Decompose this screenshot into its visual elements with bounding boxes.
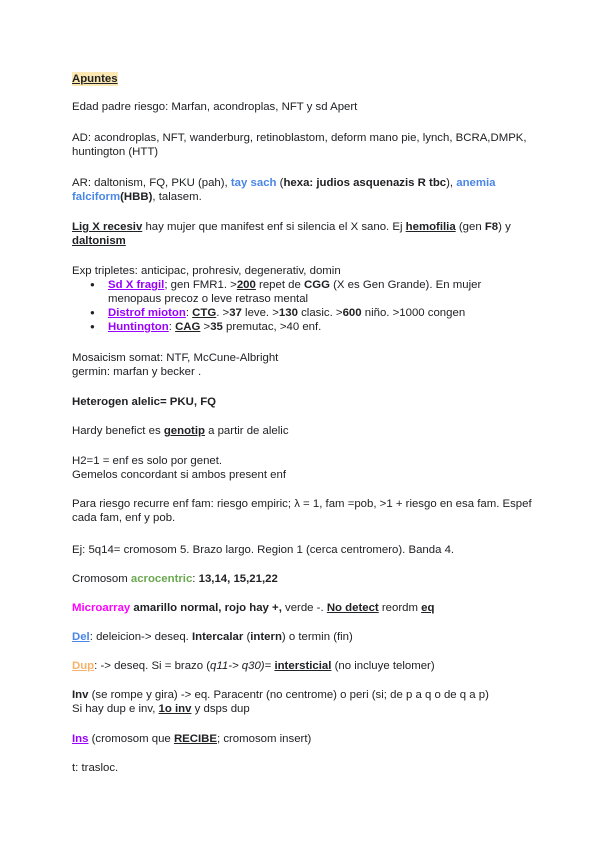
del-text-b: ( (243, 631, 251, 643)
item-text: repet de (255, 279, 304, 291)
exp-list (72, 278, 532, 334)
ar-line (72, 176, 532, 204)
micro-text-c: reordm (378, 602, 422, 614)
triplet-code: CAG (175, 321, 201, 333)
riesgo-line: Para riesgo recurre enf fam: riesgo empiric; λ = 1, fam =pob, >1 + riesgo en esa fam. Espef cada fam, enf y pob. (72, 498, 532, 524)
ar-text-b: ( (276, 177, 284, 189)
page-title: Apuntes (72, 73, 118, 85)
item-text: ; gen FMR1. > (164, 279, 237, 291)
item-number: 35 (210, 321, 223, 333)
inv-text-a: (se rompe y gira) -> eq. Paracentr (no centrome) o peri (si; de p a q o de q a p) (88, 689, 489, 701)
ar-text-d: , talasem. (152, 191, 202, 203)
tay-sach-term: tay sach (230, 177, 277, 189)
cromo-text-b: : (192, 573, 199, 585)
ins-text-a: (cromosom que (88, 733, 174, 745)
micro-text-b: verde -. (281, 602, 327, 614)
heterogen-line: Heterogen alelic= PKU, FQ (72, 396, 217, 408)
mosaic-germin-line: germin: marfan y becker . (72, 366, 202, 378)
item-text: niño. >1000 congen (361, 307, 466, 319)
dup-term: Dup (72, 660, 95, 672)
intern-term: intern (250, 631, 282, 643)
acrocentric-term: acrocentric (130, 573, 193, 585)
dup-line (72, 659, 532, 673)
item-text: clasic. > (297, 307, 343, 319)
list-item (72, 306, 532, 320)
ad-line: AD: acondroplas, NFT, wanderburg, retinoblastom, deform mano pie, lynch, BCRA,DMPK, huntington (HTT) (72, 132, 527, 158)
heredabilidad-section (72, 454, 532, 482)
list-item (72, 278, 532, 306)
ins-term: Ins (72, 733, 89, 745)
micro-text-a: amarillo normal, rojo hay +, (130, 602, 282, 614)
microarray-term: Microarray (72, 602, 131, 614)
item-number: 200 (236, 279, 256, 291)
sd-x-fragil-term: Sd X fragil (108, 279, 165, 291)
cromo-text-a: Cromosom (72, 573, 131, 585)
hbb-term: (HBB) (120, 191, 153, 203)
huntington-term: Huntington (108, 321, 169, 333)
ins-text-b: ; cromosom insert) (216, 733, 312, 745)
first-inv-term: 1o inv (158, 703, 192, 715)
hexa-term: hexa: judios asquenazis R tbc (283, 177, 447, 189)
dup-arm-range: q11-> q30) (210, 660, 265, 672)
del-term: Del (72, 631, 90, 643)
triplet-code: CTG (192, 307, 217, 319)
item-text: . > (216, 307, 230, 319)
recibe-term: RECIBE (173, 733, 217, 745)
microarray-line (72, 601, 532, 615)
f8-term: F8 (484, 221, 499, 233)
gemelos-line: Gemelos concordant si ambos present enf (72, 469, 287, 481)
daltonism-term: daltonism (72, 235, 126, 247)
mosaicism-section (72, 351, 532, 379)
hemofilia-term: hemofilia (405, 221, 456, 233)
inv-term: Inv (72, 689, 89, 701)
exp-tripletes-section (72, 264, 532, 334)
item-text: : (168, 321, 176, 333)
trasloc-line: t: trasloc. (72, 762, 119, 774)
distrof-mioton-term: Distrof mioton (108, 307, 186, 319)
inv-text-c: y dsps dup (191, 703, 250, 715)
lig-text-a: hay mujer que manifest enf si silencia el X sano. Ej (142, 221, 406, 233)
lig-x-term: Lig X recesiv (72, 221, 143, 233)
lig-text-b: (gen (455, 221, 485, 233)
dup-text-b: = (264, 660, 275, 672)
list-item (72, 320, 532, 334)
inv-dup-line (72, 702, 532, 716)
inv-section (72, 688, 532, 716)
eq-term: eq (421, 602, 435, 614)
lig-text-c: ) y (498, 221, 511, 233)
intersticial-term: intersticial (274, 660, 332, 672)
edad-line: Edad padre riesgo: Marfan, acondroplas, NFT y sd Apert (72, 101, 358, 113)
intercalar-term: Intercalar (192, 631, 244, 643)
genotip-term: genotip (163, 425, 205, 437)
ins-line (72, 732, 532, 746)
inv-text-b: Si hay dup e inv, (72, 703, 159, 715)
inv-line (72, 688, 532, 702)
item-number: 130 (278, 307, 298, 319)
ejemplo-line: Ej: 5q14= cromosom 5. Brazo largo. Region 1 (cerca centromero). Banda 4. (72, 544, 455, 556)
anemia-term: anemia falciform (72, 177, 496, 203)
hardy-text-b: a partir de alelic (204, 425, 289, 437)
ar-text-a: AR: daltonism, FQ, PKU (pah), (72, 177, 231, 189)
item-number: 600 (342, 307, 362, 319)
item-number: 37 (229, 307, 242, 319)
lig-x-line (72, 220, 532, 248)
del-text-c: ) o termin (fin) (281, 631, 353, 643)
hardy-line (72, 424, 532, 438)
cromosom-line (72, 572, 532, 586)
item-text: > (200, 321, 211, 333)
exp-intro: Exp tripletes: anticipac, prohresiv, degenerativ, domin (72, 265, 341, 277)
triplet-code: CGG (304, 279, 330, 291)
h2-line: H2=1 = enf es solo por genet. (72, 455, 223, 467)
item-text: premutac, >40 enf. (222, 321, 322, 333)
item-text: (X es Gen Grande). En mujer menopaus precoz o leve retraso mental (108, 279, 482, 305)
item-text: : (185, 307, 193, 319)
mosaic-somat-line: Mosaicism somat: NTF, McCune-Albright (72, 352, 279, 364)
del-text-a: : deleicion-> deseq. (89, 631, 192, 643)
no-detect-term: No detect (326, 602, 379, 614)
hardy-text-a: Hardy benefict es (72, 425, 164, 437)
dup-text-c: (no incluye telomer) (331, 660, 435, 672)
dup-text-a: : -> deseq. Si = brazo ( (94, 660, 211, 672)
ar-text-c: ), (446, 177, 457, 189)
item-text: leve. > (241, 307, 279, 319)
del-line (72, 630, 532, 644)
acrocentric-numbers: 13,14, 15,21,22 (198, 573, 278, 585)
